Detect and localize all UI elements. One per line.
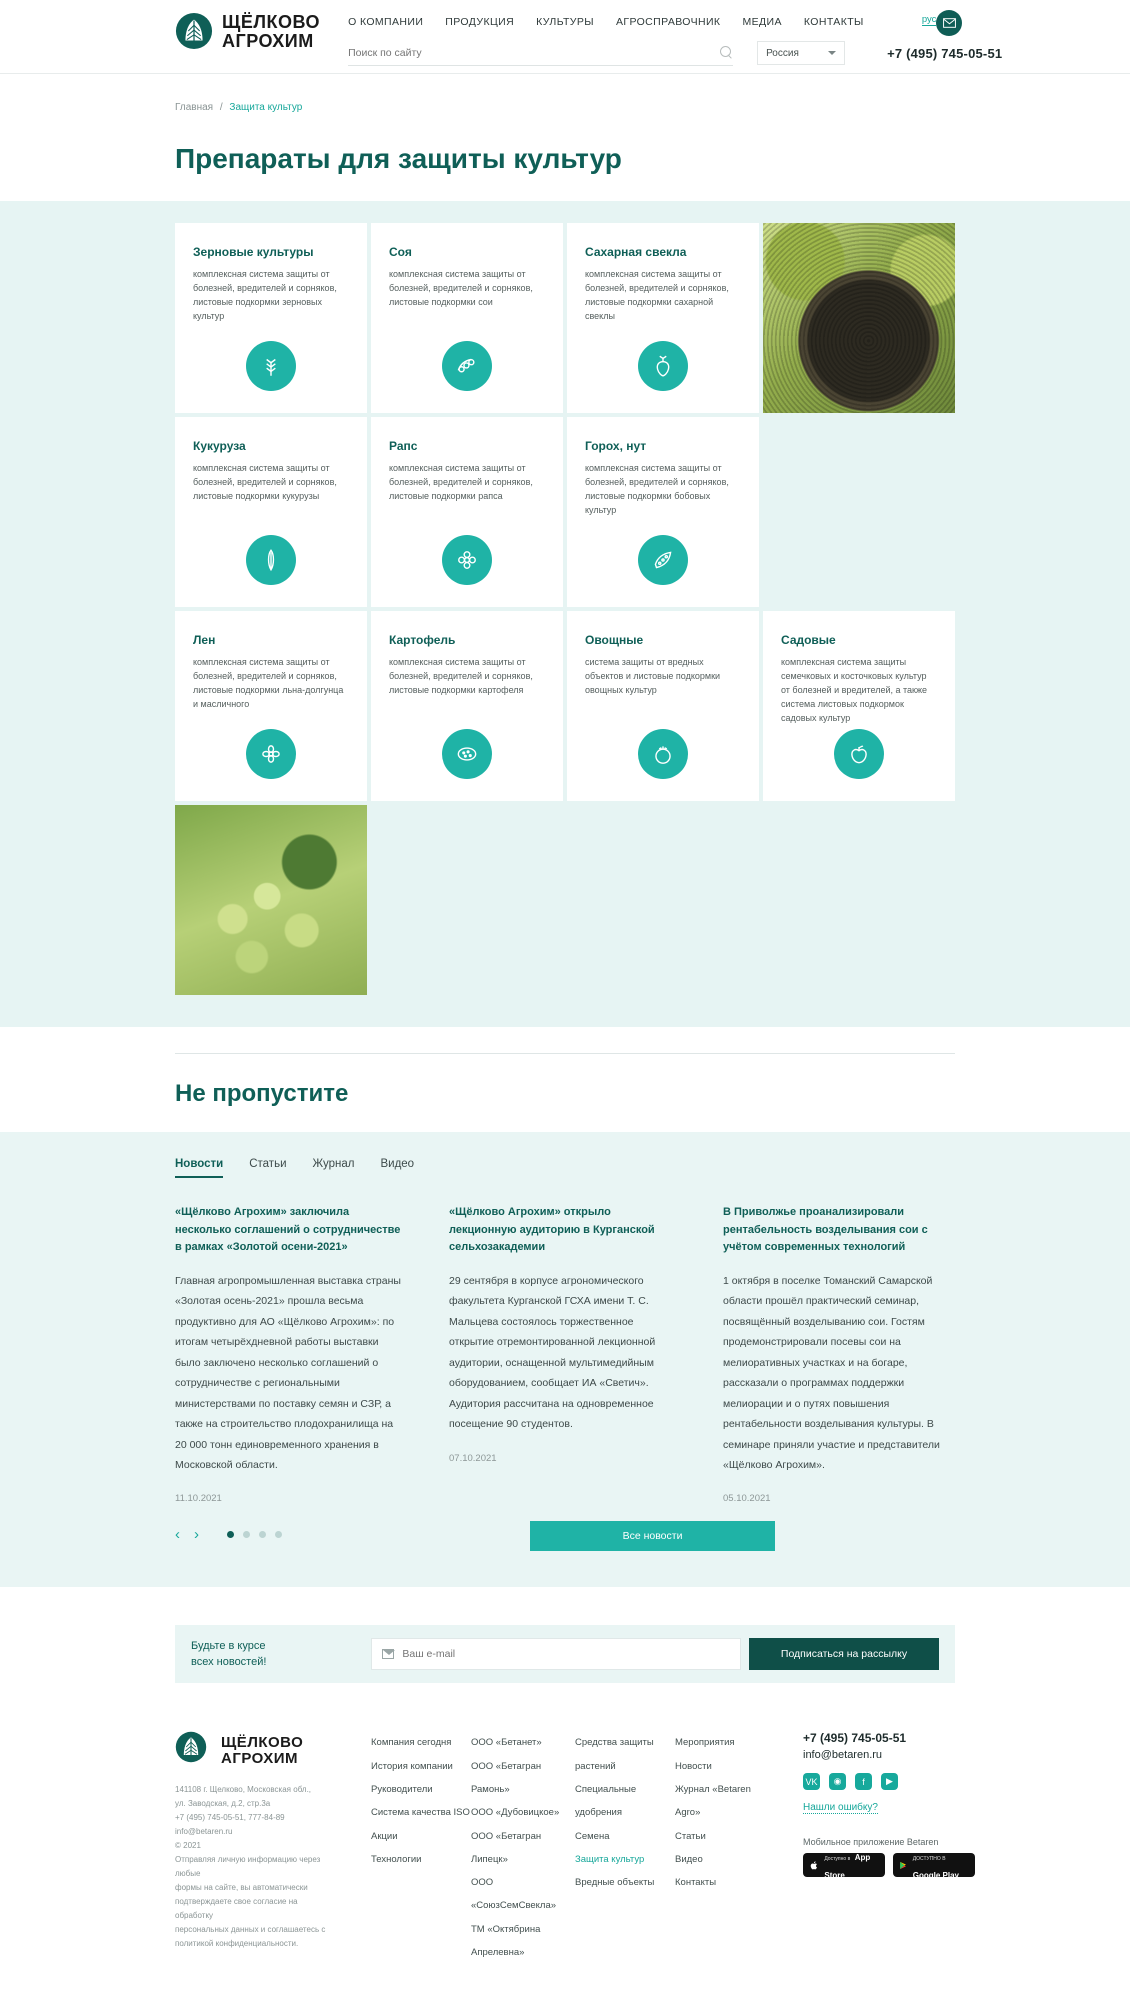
news-item-date: 11.10.2021 <box>175 1493 222 1505</box>
breadcrumb <box>175 102 1130 113</box>
crop-photo-grapes <box>175 805 367 995</box>
footer-link[interactable]: Средства защиты растений <box>575 1737 654 1772</box>
email-input[interactable] <box>402 1648 730 1660</box>
crop-card-text: комплексная система защиты от болезней, вредителей и сорняков, листовые подкормки картофеля <box>389 657 533 695</box>
crop-card-flax[interactable] <box>175 611 367 801</box>
footer-link[interactable]: ООО «Дубовицкое» <box>471 1807 560 1819</box>
crop-card-grain[interactable] <box>175 223 367 413</box>
footer-link[interactable]: Компания сегодня <box>371 1737 452 1749</box>
carousel-prev-icon[interactable]: ‹ <box>175 1526 180 1544</box>
contact-mail-button[interactable] <box>936 10 962 36</box>
tab-news[interactable]: Новости <box>175 1158 223 1178</box>
all-news-button[interactable]: Все новости <box>530 1521 775 1551</box>
googleplay-small-text: ДОСТУПНО В <box>912 1856 946 1863</box>
address-line: © 2021 <box>175 1841 201 1851</box>
subscribe-label <box>191 1638 371 1671</box>
footer-left <box>175 1731 335 1964</box>
address-line: 141108 г. Щелково, Московская обл., <box>175 1785 312 1795</box>
facebook-icon[interactable]: f <box>855 1773 872 1790</box>
crop-card-text: комплексная система защиты от болезней, вредителей и сорняков, листовые подкормки рапса <box>389 463 533 501</box>
footer-link-crop-protection[interactable]: Защита культур <box>575 1853 645 1865</box>
footer-logo[interactable] <box>175 1731 335 1769</box>
footer-logo-line-1: ЩЁЛКОВО <box>221 1733 304 1751</box>
footer-link[interactable]: История компании <box>371 1760 453 1772</box>
site-header <box>0 0 1130 74</box>
lang-ru[interactable]: рус <box>921 14 937 25</box>
tab-articles[interactable]: Статьи <box>249 1158 287 1170</box>
footer-link[interactable]: Статьи <box>675 1830 706 1842</box>
crop-card-vegetables[interactable] <box>567 611 759 801</box>
footer-column-company <box>371 1731 471 1964</box>
footer-link[interactable]: Новости <box>675 1760 712 1772</box>
crop-card-text: комплексная система защиты от болезней, вредителей и сорняков, листовые подкормки сахарной свеклы <box>585 269 729 321</box>
footer-link[interactable]: ООО «Бетанет» <box>471 1737 542 1749</box>
leaf-logo-icon <box>175 12 213 50</box>
footer-column-subsidiaries <box>471 1731 575 1964</box>
news-item-text: 1 октября в поселке Томанский Самарской области прошёл практический семинар, посвящённый возделыванию сои. Гостям продемонстрировали посевы сои на мелиоративных участках и на богаре, рассказали о программах поддержки мелиорации и о путях повышения рентабельности возделывания культуры. В семинаре приняли участие и представители «Щёлково Агрохим». <box>723 1274 940 1471</box>
footer-link[interactable]: Мероприятия <box>675 1737 735 1749</box>
vk-icon[interactable]: VK <box>803 1773 820 1790</box>
tomato-icon <box>638 729 688 779</box>
crop-card-text: комплексная система защиты от болезней, вредителей и сорняков, листовые подкормки льна-долгунца и масличного <box>193 657 344 709</box>
crop-card-text: комплексная система защиты от болезней, вредителей и сорняков, листовые подкормки зерновых культур <box>193 269 337 321</box>
address-line: info@betaren.ru <box>175 1827 233 1837</box>
nav-item-about[interactable]: О КОМПАНИИ <box>348 16 424 28</box>
address-line: ул. Заводская, д.2, стр.3а <box>175 1799 271 1809</box>
apple-icon <box>809 1859 819 1872</box>
crop-card-text: комплексная система защиты от болезней, вредителей и сорняков, листовые подкормки бобовых культур <box>585 463 729 515</box>
apple-icon <box>834 729 884 779</box>
corn-icon <box>246 535 296 585</box>
site-footer <box>0 1713 1130 1998</box>
logo-line-2: АГРОХИМ <box>222 30 314 51</box>
address-line: +7 (495) 745-05-51, 777-84-89 <box>175 1813 285 1823</box>
breadcrumb-home[interactable]: Главная <box>175 102 214 113</box>
crop-card-text: комплексная система защиты семечковых и косточковых культур от болезней и вредителей, а также система листовых подкормок садовых культур <box>781 657 927 723</box>
chevron-down-icon <box>828 51 836 55</box>
crop-photo-sunflower <box>763 223 955 413</box>
address-line: персональных данных и соглашаетесь с <box>175 1925 326 1935</box>
header-phone[interactable]: +7 (495) 745-05-51 <box>887 45 1003 61</box>
footer-link[interactable]: Специальные удобрения <box>575 1784 637 1819</box>
search-input[interactable] <box>348 47 678 59</box>
header-right <box>348 12 1130 66</box>
news-item-text: 29 сентября в корпусе агрономического факультета Курганской ГСХА имени Т. С. Мальцева состоялось торжественное открытие отремонтированной лекционной аудитории, оснащенной мультимедийным оборудованием, сообщает ИА «Светич». Аудитория рассчитана на одновременное посещение 90 студентов. <box>449 1274 656 1431</box>
news-divider <box>175 1053 955 1054</box>
nav-item-agroguide[interactable]: АГРОСПРАВОЧНИК <box>615 16 721 28</box>
footer-link[interactable]: Видео <box>675 1853 703 1865</box>
crop-card-title: Картофель <box>389 633 456 647</box>
email-field[interactable] <box>371 1638 741 1670</box>
address-line: Отправляя личную информацию через любые <box>175 1855 321 1879</box>
news-item-title[interactable]: В Приволжье проанализировали рентабельность возделывания сои с учётом современных технологий <box>723 1206 928 1254</box>
google-play-icon <box>899 1859 908 1872</box>
news-item-title[interactable]: «Щёлково Агрохим» открыло лекционную аудиторию в Курганской сельхозакадемии <box>449 1206 655 1254</box>
appstore-small-text: Доступно в <box>824 1856 851 1863</box>
tab-journal[interactable]: Журнал <box>312 1158 355 1170</box>
crop-card-sugarbeet[interactable] <box>567 223 759 413</box>
youtube-icon[interactable]: ▶ <box>881 1773 898 1790</box>
footer-link[interactable]: Журнал «Betaren Agro» <box>675 1784 751 1819</box>
crop-card-rapeseed[interactable] <box>371 417 563 607</box>
footer-link[interactable]: ТМ «Октябрина Апрелевна» <box>471 1923 541 1958</box>
beet-icon <box>638 341 688 391</box>
footer-link-columns <box>371 1731 775 1964</box>
crop-card-title: Овощные <box>585 633 644 647</box>
crop-card-title: Кукуруза <box>193 439 246 453</box>
wheat-icon <box>246 341 296 391</box>
leaf-logo-icon <box>175 1731 213 1769</box>
footer-link[interactable]: Семена <box>575 1830 610 1842</box>
potato-icon <box>442 729 492 779</box>
footer-phone[interactable]: +7 (495) 745-05-51 <box>803 1731 907 1746</box>
footer-link[interactable]: ООО «Бетагран Рамонь» <box>471 1760 542 1795</box>
footer-email[interactable]: info@betaren.ru <box>803 1749 883 1762</box>
pea-icon <box>638 535 688 585</box>
country-select-value: Россия <box>766 47 799 59</box>
nav-item-contacts[interactable]: КОНТАКТЫ <box>803 16 864 28</box>
crop-card-soy[interactable] <box>371 223 563 413</box>
main-nav <box>348 12 1130 28</box>
mobile-app-label: Мобильное приложение Betaren <box>803 1837 939 1848</box>
footer-link[interactable]: Акции <box>371 1830 398 1842</box>
footer-address <box>175 1783 335 1951</box>
footer-column-products <box>575 1731 675 1964</box>
appstore-big-text: App Store <box>824 1853 871 1881</box>
footer-contacts <box>803 1731 1003 1964</box>
crop-card-title: Горох, нут <box>585 439 647 453</box>
news-item[interactable] <box>723 1204 955 1504</box>
carousel-dots <box>227 1531 282 1538</box>
search-icon[interactable] <box>720 46 733 59</box>
crop-card-text: комплексная система защиты от болезней, вредителей и сорняков, листовые подкормки кукурузы <box>193 463 337 501</box>
footer-link[interactable]: Руководители <box>371 1784 433 1795</box>
crop-card-title: Сахарная свекла <box>585 245 687 259</box>
site-logo[interactable] <box>175 12 320 50</box>
googleplay-badge[interactable] <box>893 1853 975 1881</box>
subscribe-bar <box>175 1625 955 1683</box>
logo-line-1: ЩЁЛКОВО <box>222 11 321 32</box>
nav-item-crops[interactable]: КУЛЬТУРЫ <box>536 16 594 28</box>
googleplay-big-text: Google Play <box>912 1871 959 1881</box>
nav-item-products[interactable]: ПРОДУКЦИЯ <box>445 16 515 28</box>
envelope-icon <box>382 1649 394 1659</box>
envelope-icon <box>943 18 956 28</box>
crop-card-title: Соя <box>389 245 412 259</box>
crop-card-potato[interactable] <box>371 611 563 801</box>
page-title: Препараты для защиты культур <box>175 143 622 174</box>
news-section <box>0 1132 1130 1587</box>
subscribe-button[interactable]: Подписаться на рассылку <box>749 1638 939 1670</box>
news-item-title[interactable]: «Щёлково Агрохим» заключила несколько соглашений о сотрудничестве в рамках «Золотой осени-2021» <box>175 1206 401 1254</box>
news-item-date: 07.10.2021 <box>449 1452 497 1464</box>
breadcrumb-current: Защита культур <box>229 102 303 113</box>
header-search-row <box>348 40 1130 66</box>
carousel-dot-3[interactable] <box>259 1531 266 1538</box>
address-line: подтверждаете свое согласие на обработку <box>175 1897 298 1921</box>
sunflower-photo <box>763 223 955 413</box>
news-item[interactable] <box>449 1204 681 1504</box>
news-section-title: Не пропустите <box>175 1080 349 1107</box>
footer-column-media <box>675 1731 775 1964</box>
address-line: политикой конфиденциальности. <box>175 1939 299 1949</box>
footer-link[interactable]: Технологии <box>371 1853 422 1865</box>
crop-card-title: Садовые <box>781 633 836 647</box>
footer-link[interactable]: ООО «СоюзСемСвекла» <box>471 1877 557 1912</box>
soy-icon <box>442 341 492 391</box>
footer-link[interactable]: Вредные объекты <box>575 1877 655 1889</box>
subscribe-label-line1: Будьте в курсе <box>191 1639 266 1652</box>
tab-video[interactable]: Видео <box>380 1158 415 1170</box>
country-select[interactable] <box>757 41 845 65</box>
appstore-badge[interactable] <box>803 1853 885 1881</box>
news-item[interactable] <box>175 1204 407 1504</box>
crop-card-garden[interactable] <box>763 611 955 801</box>
carousel-dot-1[interactable] <box>227 1531 234 1538</box>
nav-item-media[interactable]: МЕДИА <box>742 16 782 28</box>
crop-card-title: Зерновые культуры <box>193 245 314 259</box>
crop-card-title: Рапс <box>389 439 418 453</box>
found-error-link[interactable]: Нашли ошибку? <box>803 1802 878 1814</box>
search-box[interactable] <box>348 40 733 66</box>
address-line: формы на сайте, вы автоматически <box>175 1883 308 1893</box>
crops-section <box>0 201 1130 1027</box>
app-store-badges <box>803 1853 1003 1881</box>
crop-card-corn[interactable] <box>175 417 367 607</box>
flax-icon <box>246 729 296 779</box>
social-links <box>803 1773 1003 1790</box>
crop-card-text: система защиты от вредных объектов и листовые подкормки овощных культур <box>585 657 721 695</box>
rapeseed-icon <box>442 535 492 585</box>
instagram-icon[interactable]: ◉ <box>829 1773 846 1790</box>
news-tabs <box>175 1158 1130 1178</box>
news-list <box>175 1204 955 1504</box>
footer-link[interactable]: ООО «Бетагран Липецк» <box>471 1830 542 1865</box>
crop-card-text: комплексная система защиты от болезней, вредителей и сорняков, листовые подкормки сои <box>389 269 533 307</box>
subscribe-label-line2: всех новостей! <box>191 1656 267 1669</box>
footer-link[interactable]: Контакты <box>675 1877 717 1889</box>
carousel-dot-4[interactable] <box>275 1531 282 1538</box>
grapes-photo <box>175 805 367 995</box>
crops-grid <box>175 223 955 995</box>
breadcrumb-separator: / <box>219 102 223 113</box>
carousel-dot-2[interactable] <box>243 1531 250 1538</box>
carousel-next-icon[interactable]: › <box>194 1526 199 1544</box>
news-item-text: Главная агропромышленная выставка страны «Золотая осень-2021» прошла весьма продуктивно для АО «Щёлково Агрохим»: по итогам четырёхдневной работы выставки было заключено несколько соглашений о сотрудничестве с региональными министерствами по поставку семян и СЗР, а также на строительство плодохранилища на 20 000 тонн единовременного хранения в Московской области. <box>175 1274 401 1471</box>
footer-link[interactable]: Система качества ISO <box>371 1807 470 1819</box>
footer-logo-line-2: АГРОХИМ <box>221 1749 299 1767</box>
subscribe-section <box>0 1587 1130 1713</box>
crop-card-title: Лен <box>193 633 216 647</box>
news-item-date: 05.10.2021 <box>723 1493 771 1505</box>
crop-card-peas[interactable] <box>567 417 759 607</box>
